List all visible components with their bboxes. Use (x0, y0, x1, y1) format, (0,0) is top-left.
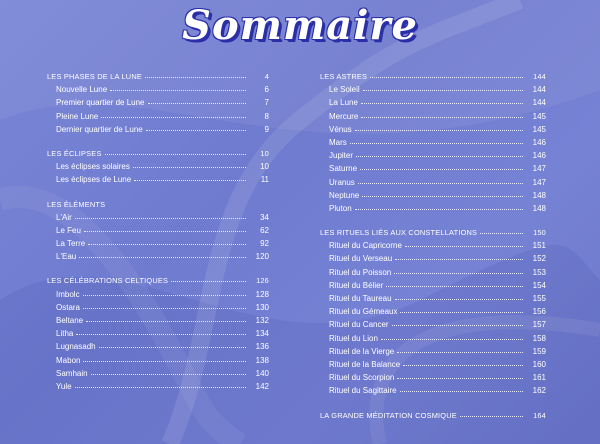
dot-leader (99, 340, 246, 348)
toc-entry-le-feu[interactable] (47, 224, 269, 237)
toc-label: Rituel du Sagittaire (329, 386, 397, 396)
toc-label: Nouvelle Lune (56, 85, 108, 95)
toc-label: Rituel du Capricorne (329, 241, 402, 251)
toc-page-number: 160 (532, 359, 546, 369)
toc-entry-imbolc[interactable] (47, 288, 269, 301)
toc-entry-ostara[interactable] (47, 301, 269, 314)
toc-entry-pleine-lune[interactable] (47, 110, 269, 123)
toc-entry-venus[interactable] (320, 123, 546, 136)
toc-heading-les-rituels-lies-aux-constellations[interactable] (320, 226, 546, 239)
toc-entry-rituel-de-la-vierge[interactable] (320, 345, 546, 358)
toc-entry-premier-quartier-de-lune[interactable] (47, 96, 269, 109)
toc-label: Rituel du Cancer (329, 320, 389, 330)
dot-leader (394, 266, 523, 274)
toc-entry-les-eclipses-de-lune[interactable] (47, 173, 269, 186)
toc-page-number: 162 (532, 386, 546, 396)
toc-label: Rituel de la Vierge (329, 346, 395, 356)
toc-heading-les-elements[interactable] (47, 198, 269, 211)
toc-label: Neptune (329, 190, 360, 200)
toc-page-number: 153 (532, 267, 546, 277)
dot-leader (146, 123, 246, 131)
toc-label: Ostara (56, 302, 81, 312)
toc-section (320, 409, 546, 422)
toc-label: Samhain (56, 368, 88, 378)
toc-page-number: 164 (533, 410, 546, 420)
toc-page-number: 140 (255, 368, 269, 378)
toc-entry-uranus[interactable] (320, 176, 546, 189)
toc-label: Rituel du Taureau (329, 294, 392, 303)
dot-leader (395, 292, 523, 300)
dot-leader (75, 380, 246, 388)
toc-label: Rituel du Poisson (329, 267, 392, 277)
dot-leader (110, 83, 246, 91)
toc-label: Imbolc (56, 289, 80, 299)
dot-leader (83, 301, 246, 309)
toc-page-number: 9 (264, 124, 269, 134)
toc-section (47, 274, 269, 393)
dot-leader (360, 162, 523, 170)
toc-page-number: 134 (255, 329, 269, 339)
dot-leader (403, 358, 523, 366)
toc-heading-la-grande-meditation-cosmique[interactable] (320, 409, 546, 422)
toc-left-column (47, 70, 269, 404)
toc-page-number: 8 (264, 111, 269, 121)
toc-entry-mars[interactable] (320, 136, 546, 149)
dot-leader (480, 226, 523, 234)
toc-entry-l-eau[interactable] (47, 250, 269, 263)
toc-page-number: 159 (532, 346, 546, 356)
toc-entry-pluton[interactable] (320, 202, 546, 215)
dot-leader (361, 96, 523, 104)
dot-leader (363, 83, 523, 91)
dot-leader (400, 305, 523, 313)
dot-leader (86, 314, 246, 322)
toc-entry-l-air[interactable] (47, 211, 269, 224)
dot-leader (105, 147, 246, 155)
toc-entry-saturne[interactable] (320, 162, 546, 175)
dot-leader (133, 160, 246, 168)
toc-entry-rituel-du-taureau[interactable] (320, 292, 546, 305)
toc-page-number: 34 (260, 212, 269, 222)
toc-page-number: 146 (532, 151, 546, 161)
toc-page-number: 142 (255, 381, 269, 391)
toc-label: Rituel du Lion (329, 333, 378, 343)
dot-leader (75, 211, 246, 219)
toc-page-number: 147 (532, 177, 546, 187)
dot-leader (386, 279, 523, 287)
dot-leader (84, 224, 246, 232)
toc-heading-les-eclipses[interactable] (47, 147, 269, 160)
toc-label: Rituel du Gémeaux (329, 307, 398, 317)
toc-page-number: 7 (264, 98, 269, 108)
toc-label: La Lune (329, 98, 358, 108)
dot-leader (397, 371, 523, 379)
toc-label: Jupiter (329, 151, 354, 161)
toc-page-number: 120 (255, 252, 269, 262)
toc-entry-le-soleil[interactable] (320, 83, 546, 96)
toc-page-number: 148 (532, 203, 546, 213)
toc-entry-rituel-du-scorpion[interactable] (320, 371, 546, 384)
toc-label: Litha (56, 329, 74, 339)
toc-page-number: 154 (532, 280, 546, 290)
toc-label: Lugnasadh (56, 342, 96, 352)
dot-leader (358, 176, 523, 184)
toc-section (47, 147, 269, 187)
toc-label: Les éclipses de Lune (56, 175, 132, 185)
toc-page-number: 126 (256, 276, 269, 286)
toc-entry-mercure[interactable] (320, 110, 546, 123)
toc-label: Rituel du Verseau (329, 254, 393, 264)
toc-entry-lugnasadh[interactable] (47, 340, 269, 353)
toc-section (47, 70, 269, 136)
dot-leader (381, 332, 523, 340)
toc-label: Premier quartier de Lune (56, 98, 145, 108)
toc-entry-litha[interactable] (47, 327, 269, 340)
dot-leader (400, 384, 523, 392)
toc-label: L'Air (56, 212, 72, 222)
toc-page-number: 144 (533, 72, 546, 81)
toc-entry-rituel-du-cancer[interactable] (320, 318, 546, 331)
toc-page-number: 145 (532, 124, 546, 134)
dot-leader (76, 327, 246, 335)
dot-leader (392, 318, 523, 326)
toc-entry-jupiter[interactable] (320, 149, 546, 162)
dot-leader (355, 123, 523, 131)
dot-leader (171, 274, 246, 282)
toc-entry-rituel-du-lion[interactable] (320, 332, 546, 345)
dot-leader (148, 96, 247, 104)
toc-page-number: 10 (260, 148, 269, 158)
dot-leader (350, 136, 523, 144)
toc-page-number: 148 (532, 190, 546, 200)
toc-label: Dernier quartier de Lune (56, 124, 143, 134)
toc-page-number: 62 (260, 225, 269, 235)
dot-leader (134, 173, 246, 181)
toc-label: Uranus (329, 177, 355, 187)
toc-label: Mercure (329, 111, 359, 121)
page-title: Sommaire (182, 2, 418, 49)
toc-label: Rituel du Scorpion (329, 373, 395, 383)
toc-label: Pluton (329, 203, 352, 213)
toc-label: Mars (329, 137, 347, 147)
toc-entry-la-lune[interactable] (320, 96, 546, 109)
dot-leader (356, 149, 523, 157)
toc-page-number: 155 (532, 294, 546, 303)
toc-page-number: 132 (255, 316, 269, 325)
dot-leader (405, 239, 523, 247)
dot-leader (88, 237, 246, 245)
toc-right-column (320, 70, 546, 433)
toc-label: L'Eau (56, 252, 77, 262)
toc-label: Yule (56, 381, 72, 391)
toc-heading-les-celebrations-celtiques[interactable] (47, 274, 269, 287)
dot-leader (460, 409, 523, 417)
toc-entry-samhain[interactable] (47, 367, 269, 380)
dot-leader (83, 288, 246, 296)
toc-page-number: 144 (532, 98, 546, 108)
toc-label: Rituel du Bélier (329, 280, 384, 290)
dot-leader (370, 70, 523, 78)
toc-entry-la-terre[interactable] (47, 237, 269, 250)
toc-label: LES RITUELS LIÉS AUX CONSTELLATIONS (320, 228, 478, 238)
dot-leader (361, 110, 523, 118)
toc-page-number: 136 (255, 342, 269, 352)
dot-leader (83, 354, 246, 362)
toc-page-number: 92 (260, 239, 269, 249)
toc-entry-rituel-du-sagittaire[interactable] (320, 384, 546, 397)
toc-entry-neptune[interactable] (320, 189, 546, 202)
toc-page-number: 156 (532, 307, 546, 317)
toc-label: LES CÉLÉBRATIONS CELTIQUES (47, 276, 169, 286)
toc-label: Les éclipses solaires (56, 162, 130, 172)
toc-entry-yule[interactable] (47, 380, 269, 393)
toc-label: Le Soleil (329, 85, 360, 95)
toc-entry-rituel-du-verseau[interactable] (320, 252, 546, 265)
toc-entry-rituel-du-gemeaux[interactable] (320, 305, 546, 318)
toc-entry-rituel-de-la-balance[interactable] (320, 358, 546, 371)
toc-page-number: 128 (255, 289, 269, 299)
toc-label: LES ASTRES (320, 72, 368, 81)
toc-entry-mabon[interactable] (47, 354, 269, 367)
toc-label: Mabon (56, 355, 81, 365)
toc-section (320, 70, 546, 215)
toc-section (320, 226, 546, 397)
toc-label: Beltane (56, 316, 84, 325)
toc-page-number: 161 (532, 373, 546, 383)
toc-page-number: 130 (255, 302, 269, 312)
toc-label: Pleine Lune (56, 111, 99, 121)
toc-label: LES ÉCLIPSES (47, 148, 102, 158)
toc-page-number: 11 (260, 175, 269, 185)
toc-label: Le Feu (56, 225, 81, 235)
toc-entry-beltane[interactable] (47, 314, 269, 327)
toc-page-number: 6 (264, 85, 269, 95)
toc-entry-nouvelle-lune[interactable] (47, 83, 269, 96)
toc-page-number: 144 (532, 85, 546, 95)
toc-page-number: 4 (264, 72, 269, 81)
toc-label: Vénus (329, 124, 352, 134)
dot-leader (91, 367, 246, 375)
dot-leader (145, 70, 246, 78)
toc-entry-rituel-du-belier[interactable] (320, 279, 546, 292)
dot-leader (397, 345, 523, 353)
toc-page-number: 158 (532, 333, 546, 343)
toc-section (47, 198, 269, 264)
dot-leader (101, 110, 246, 118)
toc-page-number: 152 (532, 254, 546, 264)
toc-label: Saturne (329, 164, 358, 174)
toc-page-number: 150 (533, 228, 546, 238)
toc-page-number: 138 (255, 355, 269, 365)
toc-label: LES ÉLÉMENTS (47, 199, 106, 209)
dot-leader (79, 250, 246, 258)
toc-page-number: 10 (260, 162, 269, 172)
toc-page-number: 146 (532, 137, 546, 147)
toc-page-number: 147 (532, 164, 546, 174)
toc-label: LA GRANDE MÉDITATION COSMIQUE (320, 410, 457, 420)
toc-page-number: 145 (532, 111, 546, 121)
toc-label: La Terre (56, 239, 86, 249)
toc-label: LES PHASES DE LA LUNE (47, 72, 142, 81)
toc-entry-rituel-du-poisson[interactable] (320, 266, 546, 279)
toc-label: Rituel de la Balance (329, 359, 401, 369)
dot-leader (355, 202, 523, 210)
toc-page-number: 157 (532, 320, 546, 330)
toc-entry-rituel-du-capricorne[interactable] (320, 239, 546, 252)
toc-entry-les-eclipses-solaires[interactable] (47, 160, 269, 173)
toc-heading-les-phases-de-la-lune[interactable] (47, 70, 269, 83)
dot-leader (362, 189, 523, 197)
toc-page-number: 151 (532, 241, 546, 251)
dot-leader (395, 252, 523, 260)
toc-heading-les-astres[interactable] (320, 70, 546, 83)
toc-entry-dernier-quartier-de-lune[interactable] (47, 123, 269, 136)
